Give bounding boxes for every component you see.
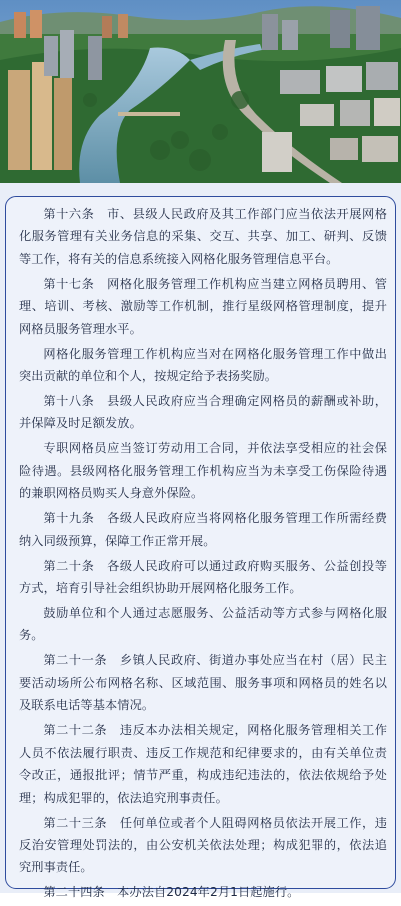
regulation-text [19, 203, 387, 906]
article-20-paragraph-2: 鼓励单位和个人通过志愿服务、公益活动等方式参与网格化服务。 [19, 606, 387, 643]
article-18: 第十八条 县级人民政府应当合理确定网格员的薪酬或补助，并保障及时足额发放。 [19, 394, 387, 431]
city-aerial-photo [0, 0, 401, 183]
article-20: 第二十条 各级人民政府可以通过政府购买服务、公益创投等方式，培育引导社会组织协助开展网格化服务工作。 [19, 558, 387, 596]
article-17-paragraph-2: 网格化服务管理工作机构应当对在网格化服务管理工作中做出突出贡献的单位和个人，按规定给予表扬奖励。 [19, 346, 387, 384]
article-16: 第十六条 市、县级人民政府及其工作部门应当依法开展网格化服务管理有关业务信息的采集、交互、共享、加工、研判、反馈等工作，将有关的信息系统接入网格化服务管理信息平台。 [19, 207, 387, 266]
article-22: 第二十二条 违反本办法相关规定，网格化服务管理相关工作人员不依法履行职责、违反工作规范和纪律要求的，由有关单位责令改正，通报批评；情节严重，构成违纪违法的，依法依规给予处理；构成犯罪的，依法追究刑事责任。 [19, 723, 387, 805]
article-23: 第二十三条 任何单位或者个人阻碍网格员依法开展工作，违反治安管理处罚法的，由公安机关依法处理；构成犯罪的，依法追究刑事责任。 [19, 815, 387, 875]
article-18-paragraph-2: 专职网格员应当签订劳动用工合同，并依法享受相应的社会保险待遇。县级网格化服务管理工作机构应当为未享受工伤保险待遇的兼职网格员购买人身意外保险。 [19, 441, 387, 501]
article-19: 第十九条 各级人民政府应当将网格化服务管理工作所需经费纳入同级预算，保障工作正常开展。 [19, 511, 387, 548]
article-21: 第二十一条 乡镇人民政府、街道办事处应当在村（居）民主要活动场所公布网格名称、区域范围、服务事项和网格员的姓名以及联系电话等基本情况。 [19, 653, 387, 713]
article-17: 第十七条 网格化服务管理工作机构应当建立网格员聘用、管理、培训、考核、激励等工作机制，推行星级网格管理制度，提升网格员服务管理水平。 [19, 276, 387, 336]
article-24: 第二十四条 本办法自2024年2月1日起施行。 [43, 885, 300, 900]
